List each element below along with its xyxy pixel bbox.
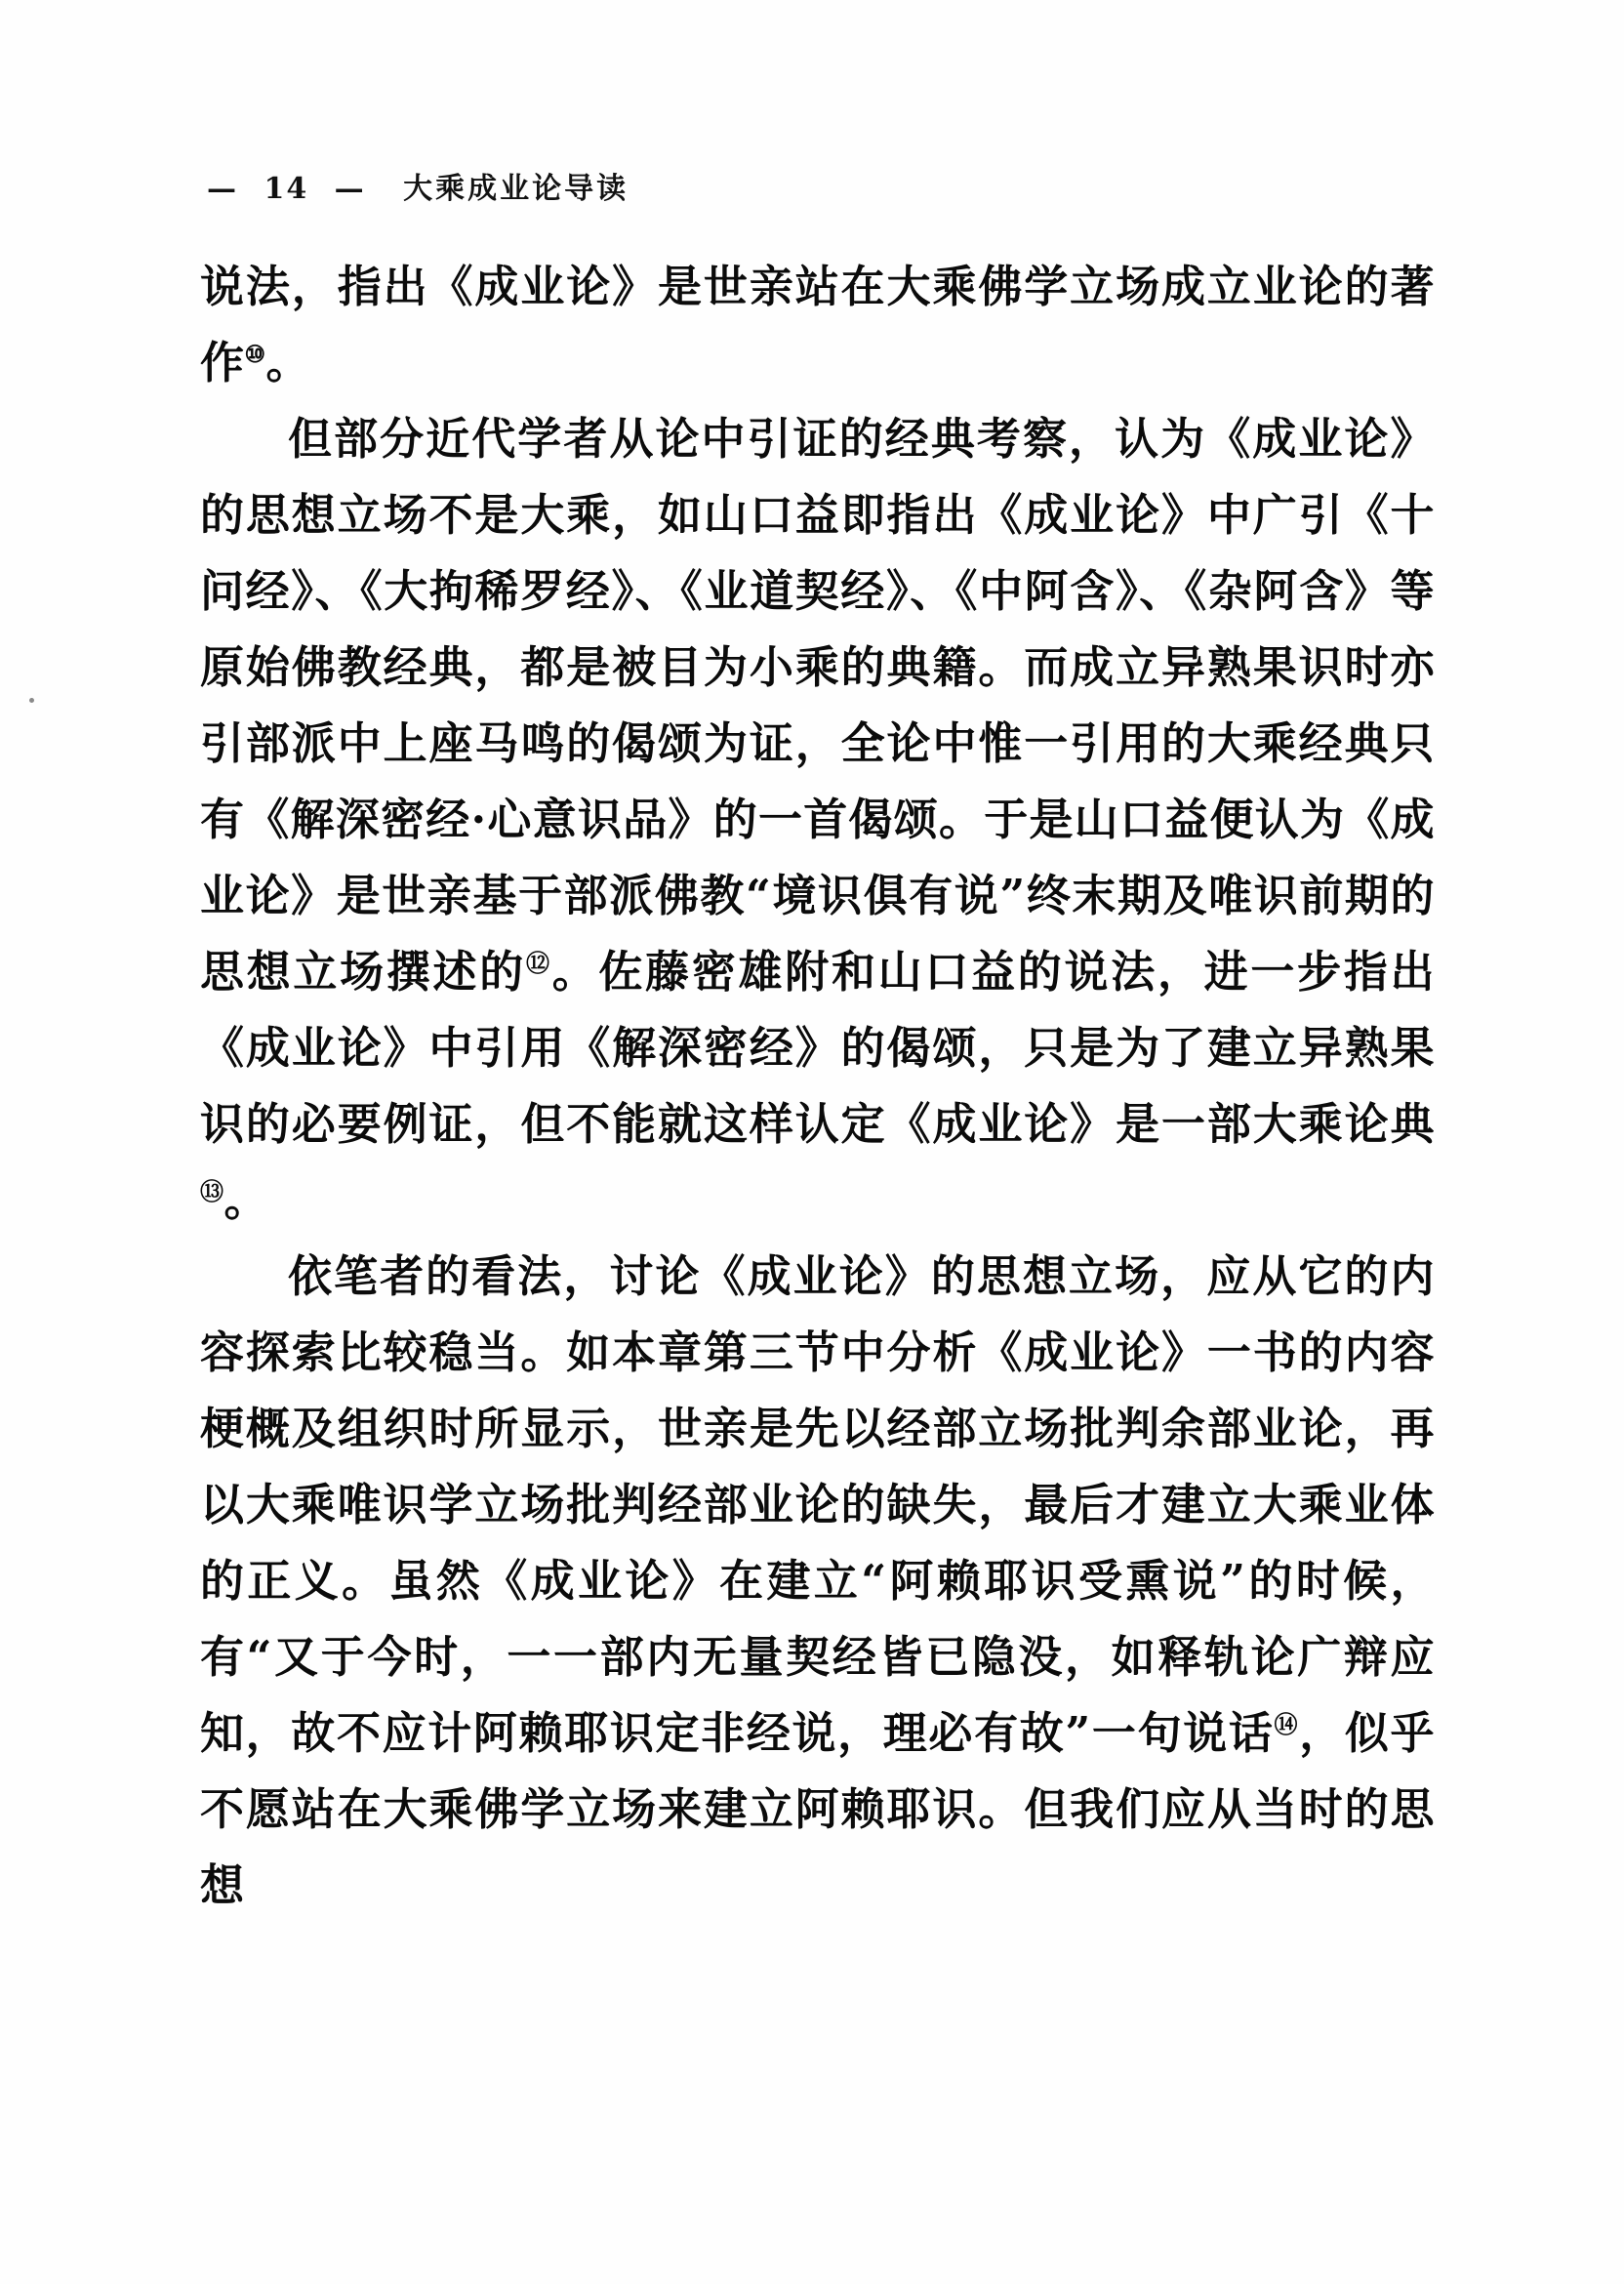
margin-dot-mark: [29, 698, 34, 703]
paragraph: 但部分近代学者从论中引证的经典考察，认为《成业论》的思想立场不是大乘，如山口益即指出《成业论》中广引《十问经》、《大拘稀罗经》、《业道契经》、《中阿含》、《杂阿含》等原始佛教经典，都是被目为小乘的典籍。而成立异熟果识时亦引部派中上座马鸣的偈颂为证，全论中惟一引用的大乘经典只有《解深密经·心意识品》的一首偈颂。于是山口益便认为《成业论》是世亲基于部派佛教“境识俱有说”终末期及唯识前期的思想立场撰述的⑫。佐藤密雄附和山口益的说法，进一步指出《成业论》中引用《解深密经》的偈颂，只是为了建立异熟果识的必要例证，但不能就这样认定《成业论》是一部大乘论典⑬。: [200, 413, 1435, 1226]
paragraph: 依笔者的看法，讨论《成业论》的思想立场，应从它的内容探索比较稳当。如本章第三节中分析《成业论》一书的内容梗概及组织时所显示，世亲是先以经部立场批判余部业论，再以大乘唯识学立场批判经部业论的缺失，最后才建立大乘业体的正义。虽然《成业论》在建立“阿赖耶识受熏说”的时候，有“又于今时，一一部内无量契经皆已隐没，如释轨论广辩应知，故不应计阿赖耶识定非经说，理必有故”一句说话⑭，似乎不愿站在大乘佛学立场来建立阿赖耶识。但我们应从当时的思想: [200, 1250, 1435, 1911]
header-right-dash: —: [334, 172, 366, 206]
page-number: 14: [264, 172, 309, 206]
footnote-marker: ⑩: [244, 340, 266, 368]
footnote-marker: ⑫: [525, 949, 552, 977]
paragraph: 说法，指出《成业论》是世亲站在大乘佛学立场成立业论的著作⑩。: [200, 261, 1435, 388]
book-title: 大乘成业论导读: [403, 172, 629, 206]
header-left-dash: —: [207, 172, 238, 206]
body-text: [200, 249, 1435, 1924]
page-header: [203, 164, 629, 207]
footnote-marker: ⑬: [200, 1177, 224, 1205]
footnote-marker: ⑭: [1274, 1710, 1300, 1738]
